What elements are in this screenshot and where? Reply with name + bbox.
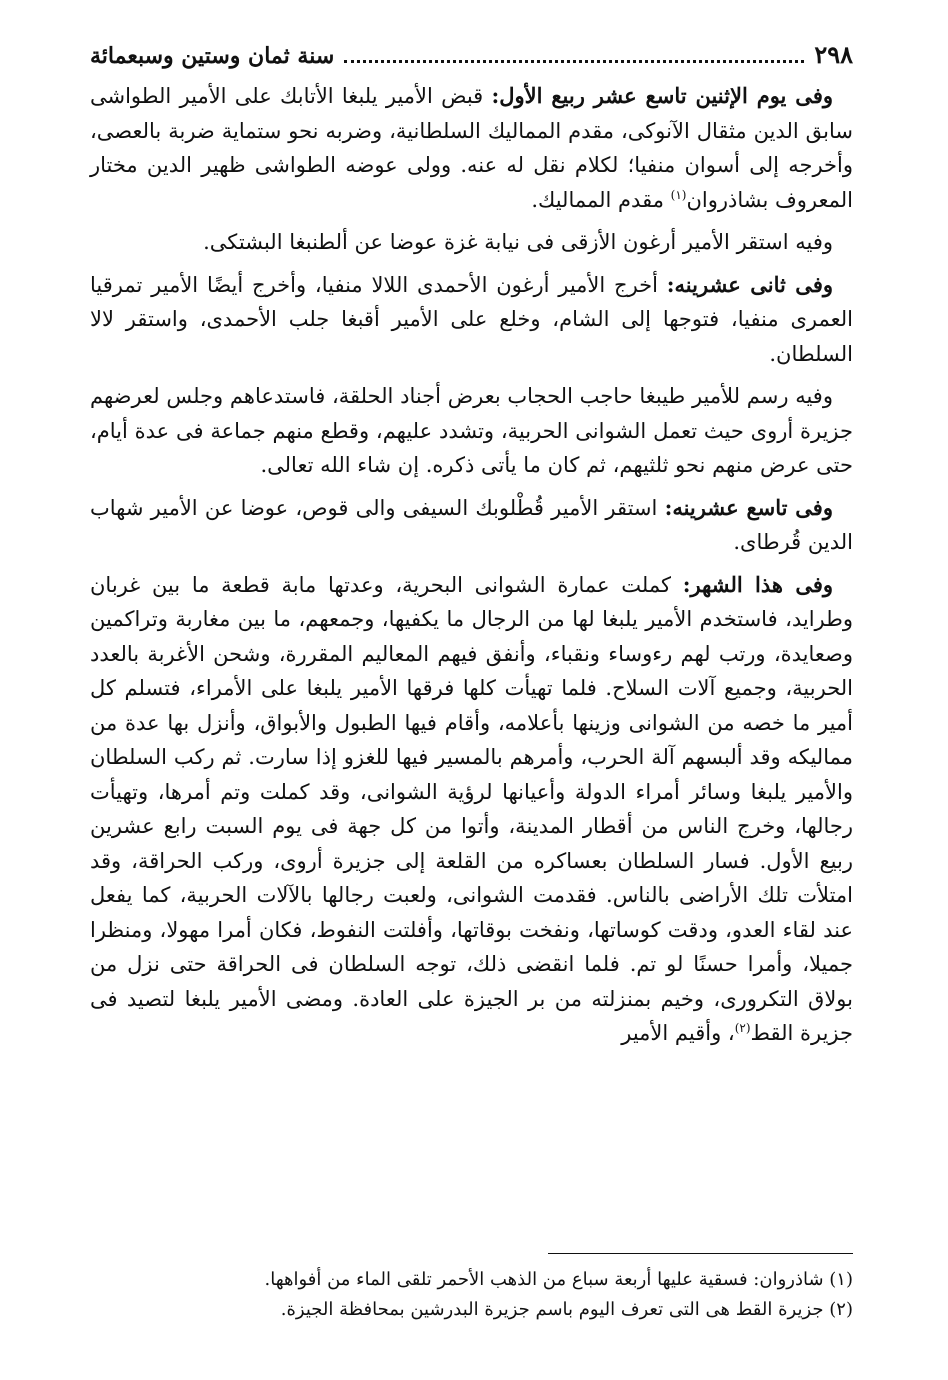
paragraph-text: استقر الأمير قُطْلوبك السيفى والى قوص، عوضا عن الأمير شهاب الدين قُرطاى. (90, 495, 853, 554)
footnote-ref: (١) (670, 187, 687, 202)
paragraph-lead: وفى تاسع عشرينه: (664, 494, 833, 520)
footnote: (١) شاذروان: فسقية عليها أربعة سباع من الذهب الأحمر تلقى الماء من أفواهها. (264, 1269, 853, 1290)
paragraph (90, 568, 853, 1051)
paragraph (90, 268, 853, 372)
paragraph (90, 225, 853, 260)
footnotes (90, 1265, 853, 1325)
paragraph-lead: وفى يوم الإثنين تاسع عشر ربيع الأول: (491, 83, 833, 108)
paragraph-text: مقدم المماليك. (531, 187, 671, 212)
paragraph (90, 379, 853, 483)
paragraph-text: وفيه استقر الأمير أرغون الأزقى فى نيابة غزة عوضا عن ألطنبغا البشتكى. (203, 230, 833, 254)
footnote-ref: (٢) (734, 1021, 751, 1035)
paragraph-text: كملت عمارة الشوانى البحرية، وعدتها مابة قطعة ما بين غربان وطرايد، فاستخدم الأمير يلبغا لها من الرجال ما يكفيها، وجمعهم، ما بين مغاربة وتراكمين وصعايدة، ورتب لهم رءوساء ونقباء، وأنفق فيهم المعاليم المقررة، وشحن الأغربة بالعدد الحربية، وجميع آلات السلاح. فلما تهيأت كلها فرقها الأمير يلبغا على الأمراء، فتسلم كل أمير ما خصه من الشوانى وزينها بأعلامه، وأقام فيها الطبول والأبواق، وأنزل بها عدة من مماليكه وقد ألبسهم آلة الحرب، وأمرهم بالمسير فيها للغزو إذا سارت. ثم ركب السلطان والأمير يلبغا وسائر أمراء الدولة وأعيانها لرؤية الشوانى، وقد كملت وتم أمرها، وتهيأت رجالها، وخرج الناس من أقطار المدينة، وأتوا من كل جهة فى يوم السبت رابع عشرين ربيع الأول. فسار السلطان بعساكره من القلعة إلى جزيرة أروى، وركب الحراقة، وقد امتلأت تلك الأراضى بالناس. فقدمت الشوانى، ولعبت رجالها بالآلات الحربية، كما يفعل عند لقاء العدو، ودقت كوساتها، ونفخت بوقاتها، وأفلتت النفوط، فكان أمرا مهولا، ومنظرا جميلا، وأمرا حسنًا لو تم. فلما انقضى ذلك، توجه السلطان فى الحراقة حتى نزل من بولاق التكرورى، وخيم بمنزلته من بر الجيزة على العادة. ومضى الأمير يلبغا لتصيد فى جزيرة القط (90, 572, 853, 1045)
paragraph (90, 79, 853, 217)
paragraph-lead: وفى ثانى عشرينه: (666, 271, 833, 297)
footnote-rule (548, 1253, 853, 1254)
paragraph-text: وفيه رسم للأمير طيبغا حاجب الحجاب بعرض أجناد الحلقة، فاستدعاهم وجلس لعرضهم جزيرة أروى حيث تعمل الشوانى الحربية، وتشدد عليهم، وقطع منهم جماعة فى عدة أيام، حتى عرض منهم نحو ثلثيهم، ثم كان ما يأتى ذكره. إن شاء الله تعالى. (90, 384, 853, 477)
running-title: سنة ثمان وستين وسبعمائة (90, 43, 335, 69)
page-number: ٢٩٨ (814, 40, 853, 69)
paragraph-lead: وفى هذا الشهر: (682, 571, 833, 597)
paragraph-text: أخرج الأمير أرغون الأحمدى اللالا منفيا، وأخرج أيضًا الأمير تمرقيا العمرى منفيا، فتوجها إلى الشام، وخلع على الأمير أقبغا جلب الأحمدى، واستقر لالا السلطان. (90, 272, 853, 366)
paragraph (90, 491, 853, 560)
paragraph-text: ، وأقيم الأمير (621, 1021, 735, 1045)
leader-dots (344, 60, 804, 63)
body-text (90, 79, 853, 1051)
footnote: (٢) جزيرة القط هى التى تعرف اليوم باسم جزيرة البدرشين بمحافظة الجيزة. (280, 1299, 853, 1320)
paragraph-text: قبض الأمير يلبغا الأتابك على الأمير الطواشى سابق الدين مثقال الآنوكى، مقدم المماليك السلطانية، وضربه نحو ستماية ضربة بالعصى، وأخرجه إلى أسوان منفيا؛ لكلام نقل له عنه. وولى عوضه الطواشى ظهير الدين مختار المعروف بشاذروان (90, 84, 853, 212)
running-head (90, 40, 853, 75)
